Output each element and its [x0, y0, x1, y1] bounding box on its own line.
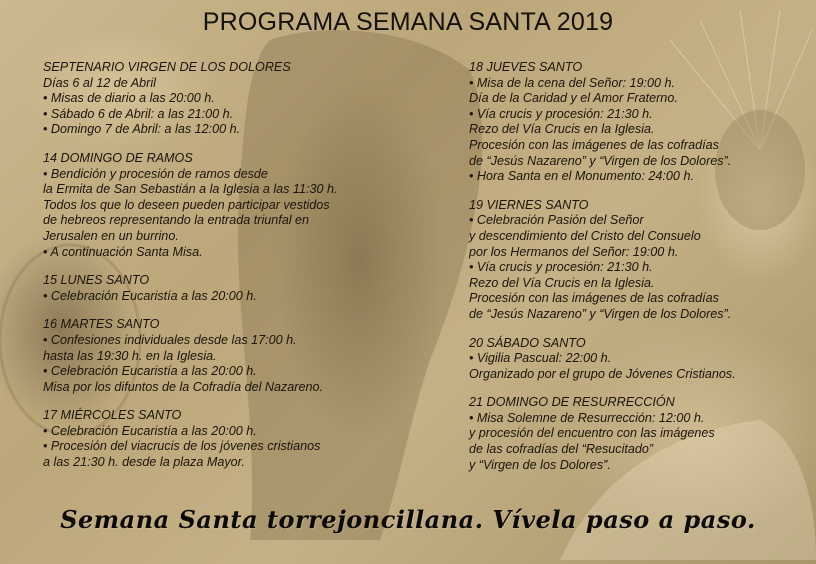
motto: Semana Santa torrejoncillana. Vívela paso a paso. [60, 505, 756, 534]
section-line: Jerusalen en un burrino. [43, 228, 179, 243]
section-heading: 16 MARTES SANTO [43, 317, 160, 332]
section-domingo-ramos [43, 151, 413, 260]
section-heading: 17 MIÉRCOLES SANTO [43, 408, 182, 423]
section-line: de las cofradías del “Resucitado” [469, 442, 654, 457]
section-line: • Vía crucis y procesión: 21:30 h. [469, 260, 653, 275]
section-heading: 18 JUEVES SANTO [469, 60, 583, 74]
section-line: • A continuación Santa Misa. [43, 244, 203, 259]
section-line: de hebreos representando la entrada triunfal en [43, 213, 310, 228]
section-heading: 21 DOMINGO DE RESURRECCIÓN [469, 395, 675, 410]
section-line: • Hora Santa en el Monumento: 24:00 h. [469, 169, 694, 184]
section-line: Misa por los difuntos de la Cofradía del Nazareno. [43, 379, 324, 394]
section-line: • Bendición y procesión de ramos desde [43, 166, 268, 181]
section-domingo-resurreccion [469, 395, 814, 473]
section-line: por los Hermanos del Señor: 19:00 h. [469, 244, 679, 259]
section-line: Rezo del Vía Crucis en la Iglesia. [469, 275, 655, 290]
left-column [43, 60, 413, 484]
section-viernes-santo [469, 198, 814, 323]
section-heading: 14 DOMINGO DE RAMOS [43, 150, 193, 165]
section-line: • Procesión del viacrucis de los jóvenes cristianos [43, 439, 321, 454]
section-heading: 19 VIERNES SANTO [469, 197, 589, 212]
section-line: la Ermita de San Sebastián a la Iglesia a las 11:30 h. [43, 182, 338, 197]
section-line: • Celebración Eucaristía a las 20:00 h. [43, 364, 257, 379]
section-martes-santo [43, 317, 413, 395]
section-line: Día de la Caridad y el Amor Fraterno. [469, 91, 678, 106]
section-jueves-santo [469, 60, 814, 185]
section-line: y descendimiento del Cristo del Consuelo [469, 228, 701, 243]
section-line: hasta las 19:30 h. en la Iglesia. [43, 348, 217, 363]
section-line: • Celebración Eucaristía a las 20:00 h. [43, 288, 257, 303]
section-septenario [43, 60, 413, 138]
section-line: Días 6 al 12 de Abril [43, 75, 156, 90]
section-line: • Vigilia Pascual: 22:00 h. [469, 351, 612, 366]
section-line: de “Jesús Nazareno” y “Virgen de los Dolores”. [469, 153, 732, 168]
section-line: a las 21:30 h. desde la plaza Mayor. [43, 455, 245, 470]
section-line: y procesión del encuentro con las imágenes [469, 426, 715, 441]
section-line: y “Virgen de los Dolores”. [469, 457, 611, 472]
section-line: • Misas de diario a las 20:00 h. [43, 91, 215, 106]
section-line: Organizado por el grupo de Jóvenes Cristianos. [469, 366, 736, 381]
section-line: • Sábado 6 de Abril: a las 21:00 h. [43, 106, 234, 121]
section-line: • Celebración Eucaristía a las 20:00 h. [43, 423, 257, 438]
section-miercoles-santo [43, 408, 413, 470]
section-line: • Celebración Pasión del Señor [469, 213, 644, 228]
section-line: Procesión con las imágenes de las cofradías [469, 137, 719, 152]
section-line: • Misa Solemne de Resurrección: 12:00 h. [469, 410, 705, 425]
section-heading: SEPTENARIO VIRGEN DE LOS DOLORES [43, 60, 291, 74]
section-line: Rezo del Vía Crucis en la Iglesia. [469, 122, 655, 137]
section-heading: 20 SÁBADO SANTO [469, 335, 586, 350]
section-line: • Misa de la cena del Señor: 19:00 h. [469, 75, 676, 90]
section-line: Todos los que lo deseen pueden participar vestidos [43, 197, 330, 212]
section-sabado-santo [469, 336, 814, 383]
section-line: Procesión con las imágenes de las cofradías [469, 291, 719, 306]
section-line: • Domingo 7 de Abril: a las 12:00 h. [43, 122, 241, 137]
section-line: • Vía crucis y procesión: 21:30 h. [469, 106, 653, 121]
section-line: • Confesiones individuales desde las 17:00 h. [43, 332, 297, 347]
section-line: de “Jesús Nazareno” y “Virgen de los Dolores”. [469, 306, 732, 321]
right-column [469, 60, 814, 486]
section-lunes-santo [43, 273, 413, 304]
page-title: PROGRAMA SEMANA SANTA 2019 [202, 8, 614, 36]
section-heading: 15 LUNES SANTO [43, 273, 150, 288]
